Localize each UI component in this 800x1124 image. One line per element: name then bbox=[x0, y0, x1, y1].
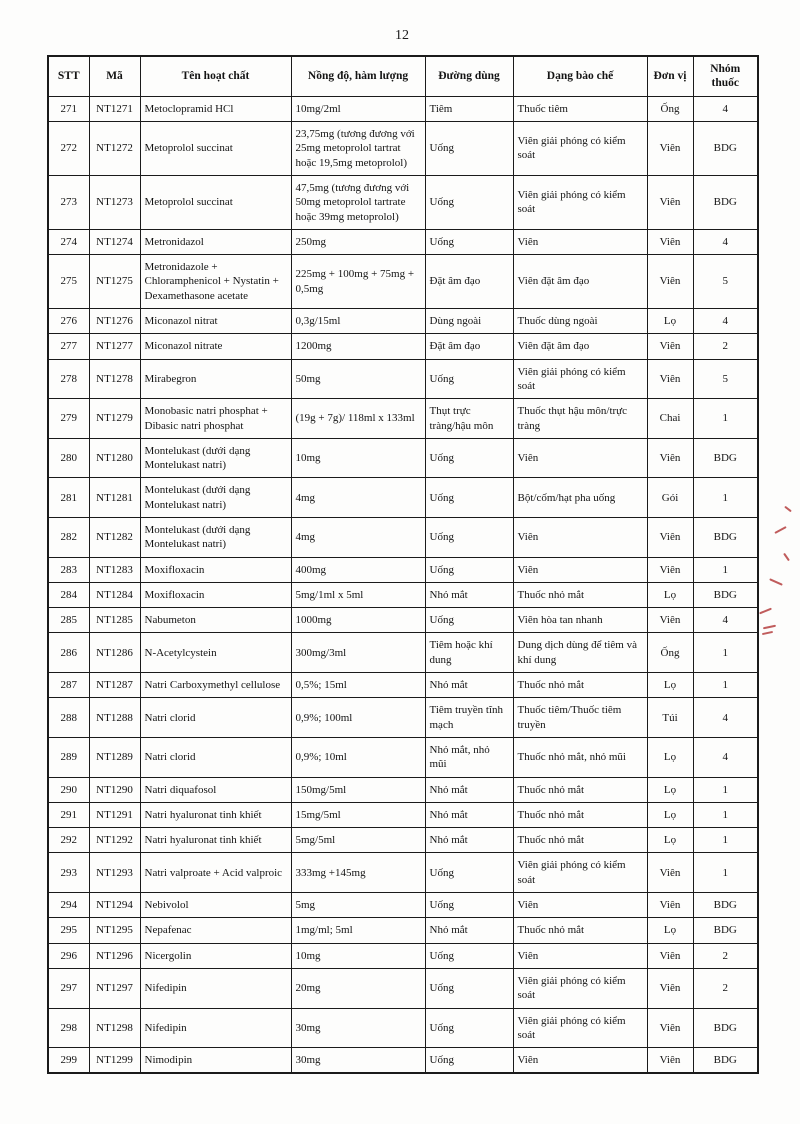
drug-table bbox=[47, 55, 759, 1074]
column-header: Tên hoạt chất bbox=[140, 56, 291, 96]
table-row bbox=[48, 557, 758, 582]
table-cell: Uống bbox=[425, 853, 513, 893]
table-row bbox=[48, 943, 758, 968]
table-cell: Viên bbox=[647, 517, 693, 557]
table-cell: Natri diquafosol bbox=[140, 777, 291, 802]
table-cell: Nifedipin bbox=[140, 968, 291, 1008]
table-row bbox=[48, 96, 758, 121]
table-cell: 292 bbox=[48, 828, 89, 853]
table-cell: Viên đặt âm đạo bbox=[513, 255, 647, 309]
table-cell: 50mg bbox=[291, 359, 425, 399]
table-cell: 1 bbox=[693, 478, 758, 518]
table-cell: Mirabegron bbox=[140, 359, 291, 399]
table-cell: Viên bbox=[647, 255, 693, 309]
table-cell: 280 bbox=[48, 438, 89, 478]
table-cell: NT1296 bbox=[89, 943, 140, 968]
table-cell: Thuốc nhỏ mắt bbox=[513, 828, 647, 853]
table-cell: 1000mg bbox=[291, 608, 425, 633]
table-cell: 4mg bbox=[291, 478, 425, 518]
table-cell: NT1289 bbox=[89, 737, 140, 777]
table-cell: Viên bbox=[647, 557, 693, 582]
table-cell: 281 bbox=[48, 478, 89, 518]
table-cell: NT1278 bbox=[89, 359, 140, 399]
table-cell: Tiêm hoặc khí dung bbox=[425, 633, 513, 673]
table-cell: Đặt âm đạo bbox=[425, 334, 513, 359]
table-cell: 10mg bbox=[291, 438, 425, 478]
table-cell: BDG bbox=[693, 122, 758, 176]
table-cell: Lọ bbox=[647, 802, 693, 827]
table-cell: Viên bbox=[513, 557, 647, 582]
table-cell: 287 bbox=[48, 673, 89, 698]
table-cell: Thuốc nhỏ mắt bbox=[513, 777, 647, 802]
table-cell: Ống bbox=[647, 96, 693, 121]
table-cell: NT1293 bbox=[89, 853, 140, 893]
table-cell: Thuốc nhỏ mắt bbox=[513, 582, 647, 607]
table-cell: BDG bbox=[693, 918, 758, 943]
table-row bbox=[48, 438, 758, 478]
table-cell: Nepafenac bbox=[140, 918, 291, 943]
table-row bbox=[48, 633, 758, 673]
table-row bbox=[48, 478, 758, 518]
table-cell: 1 bbox=[693, 399, 758, 439]
table-cell: Nhỏ mắt bbox=[425, 918, 513, 943]
table-row bbox=[48, 175, 758, 229]
table-cell: 4 bbox=[693, 96, 758, 121]
table-cell: 4mg bbox=[291, 517, 425, 557]
table-cell: 297 bbox=[48, 968, 89, 1008]
table-cell: Nicergolin bbox=[140, 943, 291, 968]
table-cell: 1200mg bbox=[291, 334, 425, 359]
table-cell: 276 bbox=[48, 309, 89, 334]
table-row bbox=[48, 359, 758, 399]
table-cell: 289 bbox=[48, 737, 89, 777]
table-cell: Uống bbox=[425, 229, 513, 254]
table-cell: Uống bbox=[425, 517, 513, 557]
table-row bbox=[48, 255, 758, 309]
table-cell: Uống bbox=[425, 478, 513, 518]
table-cell: NT1286 bbox=[89, 633, 140, 673]
table-cell: 1 bbox=[693, 557, 758, 582]
table-row bbox=[48, 122, 758, 176]
table-cell: Nhỏ mắt bbox=[425, 802, 513, 827]
table-cell: Viên bbox=[647, 438, 693, 478]
table-row bbox=[48, 309, 758, 334]
table-cell: 1 bbox=[693, 828, 758, 853]
table-cell: 284 bbox=[48, 582, 89, 607]
table-cell: 293 bbox=[48, 853, 89, 893]
pen-mark bbox=[759, 608, 772, 615]
pen-mark bbox=[783, 553, 790, 562]
table-cell: Thuốc nhỏ mắt bbox=[513, 673, 647, 698]
table-cell: 282 bbox=[48, 517, 89, 557]
table-cell: 286 bbox=[48, 633, 89, 673]
table-cell: NT1274 bbox=[89, 229, 140, 254]
table-row bbox=[48, 673, 758, 698]
table-cell: Moxifloxacin bbox=[140, 582, 291, 607]
table-cell: 4 bbox=[693, 698, 758, 738]
table-cell: Natri hyaluronat tinh khiết bbox=[140, 828, 291, 853]
column-header: Mã bbox=[89, 56, 140, 96]
table-cell: Nhỏ mắt, nhỏ mũi bbox=[425, 737, 513, 777]
table-cell: NT1271 bbox=[89, 96, 140, 121]
table-cell: 283 bbox=[48, 557, 89, 582]
table-cell: 272 bbox=[48, 122, 89, 176]
pen-mark bbox=[784, 506, 792, 513]
table-cell: Montelukast (dưới dạng Montelukast natri) bbox=[140, 478, 291, 518]
table-cell: NT1275 bbox=[89, 255, 140, 309]
table-cell: 10mg bbox=[291, 943, 425, 968]
table-header-row bbox=[48, 56, 758, 96]
table-cell: 298 bbox=[48, 1008, 89, 1048]
table-cell: Natri clorid bbox=[140, 737, 291, 777]
table-cell: Thuốc dùng ngoài bbox=[513, 309, 647, 334]
table-cell: Viên bbox=[647, 968, 693, 1008]
table-cell: NT1299 bbox=[89, 1048, 140, 1074]
table-row bbox=[48, 582, 758, 607]
table-cell: Viên bbox=[647, 334, 693, 359]
table-cell: Nhỏ mắt bbox=[425, 828, 513, 853]
pen-mark bbox=[774, 526, 786, 534]
table-cell: 4 bbox=[693, 608, 758, 633]
table-cell: NT1281 bbox=[89, 478, 140, 518]
table-cell: 279 bbox=[48, 399, 89, 439]
pen-mark bbox=[769, 578, 783, 586]
table-cell: NT1287 bbox=[89, 673, 140, 698]
table-cell: Tiêm bbox=[425, 96, 513, 121]
table-cell: 2 bbox=[693, 334, 758, 359]
table-cell: 5 bbox=[693, 255, 758, 309]
table-cell: Natri hyaluronat tinh khiết bbox=[140, 802, 291, 827]
table-cell: Uống bbox=[425, 557, 513, 582]
table-cell: BDG bbox=[693, 893, 758, 918]
table-cell: 5mg bbox=[291, 893, 425, 918]
table-row bbox=[48, 608, 758, 633]
table-cell: Nebivolol bbox=[140, 893, 291, 918]
table-cell: Viên giải phóng có kiểm soát bbox=[513, 853, 647, 893]
column-header: Đơn vị bbox=[647, 56, 693, 96]
table-cell: NT1280 bbox=[89, 438, 140, 478]
table-cell: Uống bbox=[425, 1048, 513, 1074]
table-cell: 400mg bbox=[291, 557, 425, 582]
table-cell: Uống bbox=[425, 359, 513, 399]
table-cell: 15mg/5ml bbox=[291, 802, 425, 827]
table-cell: Viên bbox=[513, 438, 647, 478]
table-cell: NT1291 bbox=[89, 802, 140, 827]
table-cell: Viên bbox=[513, 1048, 647, 1074]
table-cell: 290 bbox=[48, 777, 89, 802]
table-cell: Uống bbox=[425, 943, 513, 968]
column-header: Nhóm thuốc bbox=[693, 56, 758, 96]
page-number: 12 bbox=[395, 28, 409, 43]
table-cell: 10mg/2ml bbox=[291, 96, 425, 121]
table-cell: Viên bbox=[647, 122, 693, 176]
table-cell: 2 bbox=[693, 943, 758, 968]
table-cell: Metoclopramid HCl bbox=[140, 96, 291, 121]
table-cell: 4 bbox=[693, 229, 758, 254]
table-cell: 295 bbox=[48, 918, 89, 943]
table-cell: Viên bbox=[647, 943, 693, 968]
table-cell: Natri valproate + Acid valproic bbox=[140, 853, 291, 893]
table-cell: Thuốc nhỏ mắt, nhỏ mũi bbox=[513, 737, 647, 777]
table-cell: 2 bbox=[693, 968, 758, 1008]
table-row bbox=[48, 918, 758, 943]
table-cell: Metoprolol succinat bbox=[140, 175, 291, 229]
table-cell: NT1282 bbox=[89, 517, 140, 557]
table-cell: Dung dịch dùng để tiêm và khí dung bbox=[513, 633, 647, 673]
table-cell: Uống bbox=[425, 608, 513, 633]
table-cell: Uống bbox=[425, 438, 513, 478]
table-cell: BDG bbox=[693, 1048, 758, 1074]
table-cell: Lọ bbox=[647, 828, 693, 853]
table-row bbox=[48, 1008, 758, 1048]
table-cell: Uống bbox=[425, 175, 513, 229]
table-cell: Viên bbox=[647, 175, 693, 229]
table-cell: 294 bbox=[48, 893, 89, 918]
table-cell: Miconazol nitrat bbox=[140, 309, 291, 334]
table-cell: NT1284 bbox=[89, 582, 140, 607]
table-cell: 1 bbox=[693, 853, 758, 893]
table-cell: 1 bbox=[693, 633, 758, 673]
table-row bbox=[48, 517, 758, 557]
table-cell: NT1272 bbox=[89, 122, 140, 176]
table-cell: Viên bbox=[513, 517, 647, 557]
column-header: Nồng độ, hàm lượng bbox=[291, 56, 425, 96]
table-cell: Montelukast (dưới dạng Montelukast natri) bbox=[140, 438, 291, 478]
table-cell: 30mg bbox=[291, 1008, 425, 1048]
table-cell: Viên giải phóng có kiểm soát bbox=[513, 175, 647, 229]
table-cell: 1 bbox=[693, 777, 758, 802]
table-cell: Lọ bbox=[647, 918, 693, 943]
table-cell: NT1273 bbox=[89, 175, 140, 229]
table-cell: Lọ bbox=[647, 737, 693, 777]
table-cell: 47,5mg (tương đương với 50mg metoprolol tartrate hoặc 39mg metoprolol) bbox=[291, 175, 425, 229]
table-cell: Thuốc nhỏ mắt bbox=[513, 802, 647, 827]
table-cell: Chai bbox=[647, 399, 693, 439]
table-row bbox=[48, 777, 758, 802]
table-cell: Ống bbox=[647, 633, 693, 673]
table-cell: 0,5%; 15ml bbox=[291, 673, 425, 698]
table-cell: Nhỏ mắt bbox=[425, 582, 513, 607]
table-cell: (19g + 7g)/ 118ml x 133ml bbox=[291, 399, 425, 439]
table-cell: 250mg bbox=[291, 229, 425, 254]
table-cell: Thụt trực tràng/hậu môn bbox=[425, 399, 513, 439]
table-cell: BDG bbox=[693, 517, 758, 557]
column-header: STT bbox=[48, 56, 89, 96]
table-cell: Nhỏ mắt bbox=[425, 777, 513, 802]
table-cell: Uống bbox=[425, 1008, 513, 1048]
table-cell: Natri clorid bbox=[140, 698, 291, 738]
table-cell: 225mg + 100mg + 75mg + 0,5mg bbox=[291, 255, 425, 309]
table-cell: 30mg bbox=[291, 1048, 425, 1074]
table-row bbox=[48, 229, 758, 254]
table-row bbox=[48, 399, 758, 439]
table-cell: NT1285 bbox=[89, 608, 140, 633]
table-cell: 4 bbox=[693, 737, 758, 777]
table-cell: 0,3g/15ml bbox=[291, 309, 425, 334]
table-cell: Viên bbox=[647, 608, 693, 633]
table-cell: Uống bbox=[425, 968, 513, 1008]
table-row bbox=[48, 968, 758, 1008]
table-cell: Natri Carboxymethyl cellulose bbox=[140, 673, 291, 698]
table-cell: NT1283 bbox=[89, 557, 140, 582]
table-cell: 1 bbox=[693, 802, 758, 827]
table-cell: Lọ bbox=[647, 309, 693, 334]
pen-mark bbox=[762, 631, 773, 635]
table-cell: 275 bbox=[48, 255, 89, 309]
table-cell: Lọ bbox=[647, 777, 693, 802]
table-cell: 20mg bbox=[291, 968, 425, 1008]
table-cell: Thuốc thụt hậu môn/trực tràng bbox=[513, 399, 647, 439]
table-cell: Dùng ngoài bbox=[425, 309, 513, 334]
table-row bbox=[48, 802, 758, 827]
table-cell: Viên bbox=[513, 943, 647, 968]
table-cell: Uống bbox=[425, 893, 513, 918]
table-row bbox=[48, 334, 758, 359]
table-cell: 0,9%; 10ml bbox=[291, 737, 425, 777]
table-cell: BDG bbox=[693, 438, 758, 478]
table-row bbox=[48, 828, 758, 853]
table-cell: 288 bbox=[48, 698, 89, 738]
table-cell: NT1297 bbox=[89, 968, 140, 1008]
table-cell: Viên giải phóng có kiểm soát bbox=[513, 122, 647, 176]
table-cell: Viên bbox=[513, 229, 647, 254]
table-cell: 274 bbox=[48, 229, 89, 254]
table-cell: 4 bbox=[693, 309, 758, 334]
table-cell: Tiêm truyền tĩnh mạch bbox=[425, 698, 513, 738]
table-cell: BDG bbox=[693, 582, 758, 607]
table-cell: 1mg/ml; 5ml bbox=[291, 918, 425, 943]
table-cell: Viên đặt âm đạo bbox=[513, 334, 647, 359]
table-cell: BDG bbox=[693, 175, 758, 229]
table-cell: NT1277 bbox=[89, 334, 140, 359]
table-cell: Metoprolol succinat bbox=[140, 122, 291, 176]
table-cell: Viên bbox=[647, 1008, 693, 1048]
table-cell: BDG bbox=[693, 1008, 758, 1048]
table-row bbox=[48, 1048, 758, 1074]
table-cell: NT1292 bbox=[89, 828, 140, 853]
table-cell: 300mg/3ml bbox=[291, 633, 425, 673]
pen-mark bbox=[763, 625, 776, 630]
table-cell: Gói bbox=[647, 478, 693, 518]
table-cell: Viên bbox=[647, 893, 693, 918]
table-cell: 299 bbox=[48, 1048, 89, 1074]
table-cell: Metronidazol bbox=[140, 229, 291, 254]
table-cell: 278 bbox=[48, 359, 89, 399]
table-cell: 5mg/5ml bbox=[291, 828, 425, 853]
table-cell: Montelukast (dưới dạng Montelukast natri) bbox=[140, 517, 291, 557]
table-cell: Nhỏ mắt bbox=[425, 673, 513, 698]
table-cell: 23,75mg (tương đương với 25mg metoprolol tartrat hoặc 19,5mg metoprolol) bbox=[291, 122, 425, 176]
table-row bbox=[48, 737, 758, 777]
table-row bbox=[48, 893, 758, 918]
table-cell: 5mg/1ml x 5ml bbox=[291, 582, 425, 607]
table-cell: NT1288 bbox=[89, 698, 140, 738]
table-cell: Miconazol nitrate bbox=[140, 334, 291, 359]
table-cell: 273 bbox=[48, 175, 89, 229]
table-cell: Viên giải phóng có kiểm soát bbox=[513, 1008, 647, 1048]
table-cell: 277 bbox=[48, 334, 89, 359]
table-row bbox=[48, 853, 758, 893]
table-cell: 296 bbox=[48, 943, 89, 968]
table-cell: Viên bbox=[513, 893, 647, 918]
table-cell: Bột/cốm/hạt pha uống bbox=[513, 478, 647, 518]
table-cell: Viên bbox=[647, 229, 693, 254]
table-cell: Viên hòa tan nhanh bbox=[513, 608, 647, 633]
table-cell: Nabumeton bbox=[140, 608, 291, 633]
table-cell: Thuốc tiêm bbox=[513, 96, 647, 121]
table-cell: Viên giải phóng có kiểm soát bbox=[513, 968, 647, 1008]
column-header: Dạng bào chế bbox=[513, 56, 647, 96]
table-cell: Moxifloxacin bbox=[140, 557, 291, 582]
table-cell: Uống bbox=[425, 122, 513, 176]
table-cell: Thuốc tiêm/Thuốc tiêm truyền bbox=[513, 698, 647, 738]
table-cell: NT1290 bbox=[89, 777, 140, 802]
table-cell: NT1298 bbox=[89, 1008, 140, 1048]
table-cell: 291 bbox=[48, 802, 89, 827]
table-cell: NT1276 bbox=[89, 309, 140, 334]
table-cell: Viên giải phóng có kiểm soát bbox=[513, 359, 647, 399]
table-cell: Nimodipin bbox=[140, 1048, 291, 1074]
table-cell: 333mg +145mg bbox=[291, 853, 425, 893]
column-header: Đường dùng bbox=[425, 56, 513, 96]
table-cell: 1 bbox=[693, 673, 758, 698]
table-cell: N-Acetylcystein bbox=[140, 633, 291, 673]
table-cell: Túi bbox=[647, 698, 693, 738]
table-body bbox=[48, 96, 758, 1073]
table-cell: Đặt âm đạo bbox=[425, 255, 513, 309]
table-cell: NT1279 bbox=[89, 399, 140, 439]
table-cell: 271 bbox=[48, 96, 89, 121]
table-cell: 150mg/5ml bbox=[291, 777, 425, 802]
table-cell: NT1295 bbox=[89, 918, 140, 943]
table-cell: Lọ bbox=[647, 673, 693, 698]
table-cell: Nifedipin bbox=[140, 1008, 291, 1048]
table-cell: 285 bbox=[48, 608, 89, 633]
table-cell: Viên bbox=[647, 359, 693, 399]
table-cell: Lọ bbox=[647, 582, 693, 607]
table-cell: Thuốc nhỏ mắt bbox=[513, 918, 647, 943]
table-cell: Metronidazole + Chloramphenicol + Nystatin + Dexamethasone acetate bbox=[140, 255, 291, 309]
table-row bbox=[48, 698, 758, 738]
table-cell: 5 bbox=[693, 359, 758, 399]
table-cell: Monobasic natri phosphat + Dibasic natri phosphat bbox=[140, 399, 291, 439]
table-cell: Viên bbox=[647, 853, 693, 893]
table-cell: 0,9%; 100ml bbox=[291, 698, 425, 738]
table-cell: Viên bbox=[647, 1048, 693, 1074]
table-cell: NT1294 bbox=[89, 893, 140, 918]
